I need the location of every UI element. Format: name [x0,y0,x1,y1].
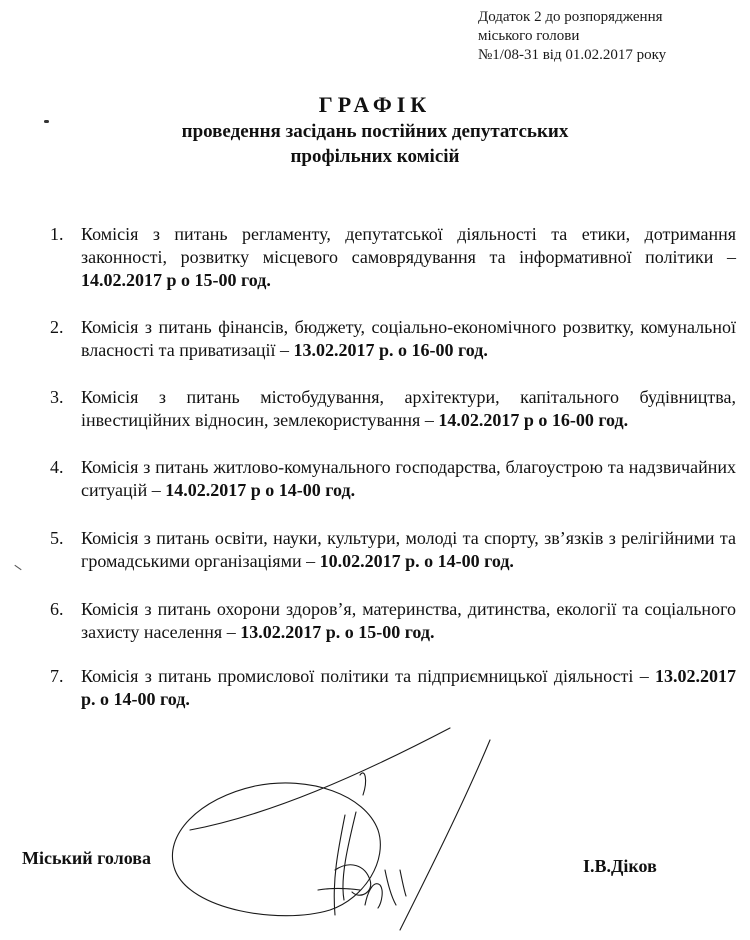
item-datetime: 13.02.2017 р. о 14-00 год. [81,666,736,709]
item-number: 3. [50,387,64,407]
item-text: Комісія з питань промислової політики та підприємницької діяльності – [81,666,649,686]
item-text: Комісія з питань фінансів, бюджету, соціально-економічного розвитку, комунальної власності та приватизації – [81,317,736,360]
list-item [50,527,736,573]
item-datetime: 13.02.2017 р. о 15-00 год. [240,622,435,642]
item-text: Комісія з питань освіти, науки, культури, молоді та спорту, зв’язків з релігійними та громадськими організаціями – [81,528,736,571]
item-number: 1. [50,224,64,244]
item-datetime: 14.02.2017 р о 16-00 год. [438,410,629,430]
appendix-line-3: №1/08-31 від 01.02.2017 року [478,47,667,63]
item-datetime: 13.02.2017 р. о 16-00 год. [293,340,488,360]
appendix-line-1: Додаток 2 до розпорядження [478,9,663,25]
list-item [50,316,736,362]
item-body [81,665,736,711]
item-body [81,223,736,292]
subtitle-line-2: профільних комісій [290,146,460,167]
signatory-name: І.В.Діков [583,856,657,876]
subtitle-line-1: проведення засідань постійних депутатських [181,121,569,142]
item-number: 2. [50,317,64,337]
signatory-position: Міський голова [22,848,151,868]
item-text: Комісія з питань регламенту, депутатської діяльності та етики, дотримання законності, розвитку місцевого самоврядування та інформативної політики – [81,224,736,267]
list-item [50,386,736,432]
item-text: Комісія з питань містобудування, архітектури, капітального будівництва, інвестиційних відносин, землекористування – [81,387,736,430]
item-datetime: 10.02.2017 р. о 14-00 год. [319,551,514,571]
item-number: 4. [50,457,64,477]
list-item [50,598,736,644]
item-number: 6. [50,599,64,619]
appendix-reference [478,8,666,65]
item-body [81,527,736,573]
item-number: 5. [50,528,64,548]
handwritten-signature [160,720,540,940]
list-item [50,665,736,711]
list-item [50,223,736,292]
item-text: Комісія з питань житлово-комунального господарства, благоустрою та надзвичайних ситуацій – [81,457,736,500]
item-body [81,456,736,502]
item-body [81,386,736,432]
item-datetime: 14.02.2017 р о 14-00 год. [165,480,356,500]
item-text: Комісія з питань охорони здоров’я, материнства, дитинства, екології та соціального захисту населення – [81,599,736,642]
item-body [81,598,736,644]
item-datetime: 14.02.2017 р о 15-00 год. [81,270,271,290]
item-body [81,316,736,362]
document-title: ГРАФІК [318,92,432,117]
scan-speck [14,565,21,570]
appendix-line-2: міського голови [478,28,580,44]
item-number: 7. [50,666,64,686]
document-subtitle [0,119,750,169]
list-item [50,456,736,502]
